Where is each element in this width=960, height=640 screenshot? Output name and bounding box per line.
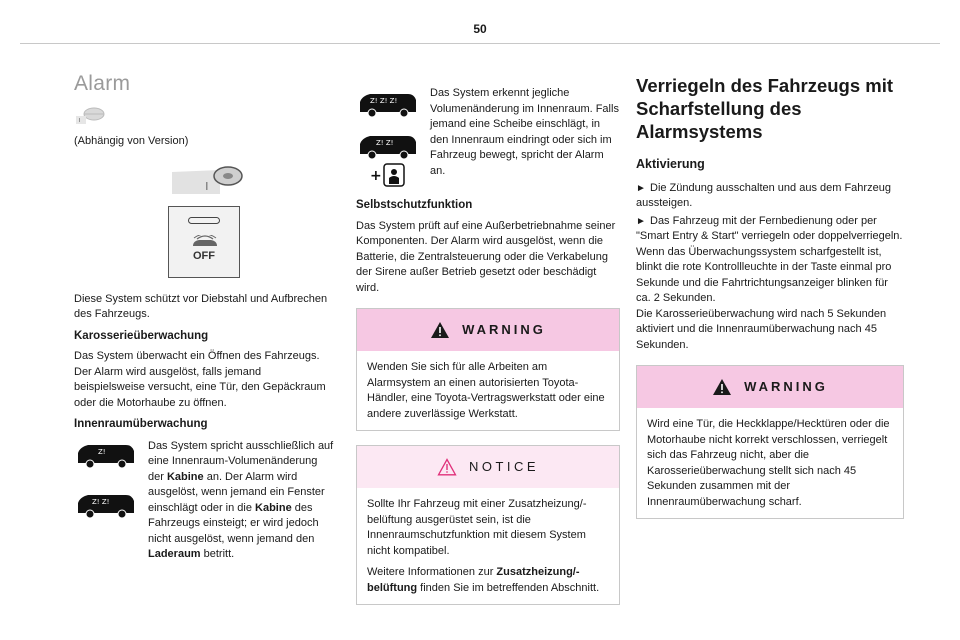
- text-part: an. Der Alarm wird ausgelöst, wenn jemand ein Fenster einschlägt oder in die: [148, 470, 325, 514]
- text-part: betritt.: [200, 548, 235, 560]
- arrow-bullet-icon: ►: [636, 182, 646, 194]
- warning-title: WARNING: [744, 379, 828, 395]
- car-alarm-icon: [189, 235, 221, 249]
- svg-text:Z!: Z!: [98, 447, 106, 456]
- alarm-intro: Diese System schützt vor Diebstahl und Aufbrechen des Fahrzeugs.: [74, 292, 328, 320]
- warning-box-locking: [636, 365, 904, 519]
- column-alarm: [74, 72, 334, 563]
- page-number: 50: [473, 22, 487, 36]
- steering-wheel-icon: [74, 106, 106, 126]
- van-icon: [356, 90, 420, 118]
- heading-interior-monitoring: Innenraumüberwachung: [74, 418, 208, 430]
- text-part: Das System spricht ausschließlich auf eine Innenraum-Volumenänderung der: [148, 439, 334, 483]
- column-interior: [356, 86, 620, 615]
- bold-laderaum: Laderaum: [148, 548, 201, 560]
- off-label: OFF: [193, 249, 215, 262]
- bold-heater: Zusatzheizung/-belüftung: [367, 566, 580, 594]
- text-part: finden Sie im betreffenden Abschnitt.: [417, 581, 600, 594]
- notice-text: Sollte Ihr Fahrzeug mit einer Zusatzheizung/-belüftung ausgerüstet sein, ist die Innenraumschutzfunktion mit diesem System nicht kompatibel.: [367, 498, 587, 557]
- step-1: [636, 181, 904, 212]
- warning-box: [356, 308, 620, 431]
- steering-wheel-illustration-icon: [170, 164, 246, 196]
- body-monitoring-text: Das System überwacht ein Öffnen des Fahrzeugs. Der Alarm wird ausgelöst, falls jemand beispielsweise versucht, eine Tür, den Gepäckraum oder die Motorhaube zu öffnen.: [74, 350, 326, 409]
- text-part: des Fahrzeugs einsteigt; er wird jedoch nicht ausgelöst, wenn jemand den: [148, 501, 319, 545]
- text-part: Weitere Informationen zur: [367, 566, 497, 578]
- warning-triangle-icon: [712, 378, 732, 396]
- heading-body-monitoring: Karosserieüberwachung: [74, 329, 209, 342]
- plus-sensor-icon: [368, 162, 408, 188]
- step-2-text: Das Fahrzeug mit der Fernbedienung oder per "Smart Entry & Start" verriegeln oder doppelverriegeln.: [636, 214, 903, 242]
- step-1-text: Die Zündung ausschalten und aus dem Fahrzeug aussteigen.: [636, 181, 891, 209]
- notice-triangle-icon: [437, 458, 457, 476]
- warning-header: [637, 366, 903, 408]
- detection-block: [356, 86, 620, 188]
- bold-kabine: Kabine: [166, 470, 204, 483]
- warning-header: [357, 309, 619, 351]
- bold-kabine: Kabine: [255, 501, 292, 514]
- warning-title: WARNING: [462, 322, 546, 338]
- alarm-off-button-illustration: [168, 206, 240, 278]
- van-illustrations: [74, 439, 140, 563]
- step-2: [636, 214, 904, 245]
- version-note: (Abhängig von Version): [74, 135, 189, 147]
- indicator-slot: [188, 217, 220, 224]
- step-2-detail: Wenn das Überwachungssystem scharfgestellt ist, blinkt die rote Kontrollleuchte in der Taste einmal pro Sekunde und die Fahrtrichtungsanzeiger blinken für ca. 2 Sekunden.: [636, 245, 892, 304]
- step-2-detail-2: Die Karosserieüberwachung wird nach 5 Sekunden aktiviert und die Innenraumüberwachung nach 45 Sekunden.: [636, 307, 887, 351]
- column-locking: [636, 74, 904, 529]
- svg-text:Z! Z!: Z! Z!: [376, 139, 394, 147]
- van-icon: [74, 441, 138, 469]
- heading-self-protection: Selbstschutzfunktion: [356, 199, 473, 211]
- interior-monitoring-block: [74, 439, 334, 563]
- notice-box: [356, 445, 620, 605]
- detection-text: Das System erkennt jegliche Volumenänderung im Innenraum. Falls jemand eine Scheibe einschlägt, in den Innenraum eindringt oder sich im Fahrzeug bewegt, spricht der Alarm an.: [430, 87, 619, 177]
- section-title-alarm: Alarm: [74, 72, 131, 95]
- warning-body: Wenden Sie sich für alle Arbeiten am Alarmsystem an einen autorisierten Toyota-Händler, eine Toyota-Vertragswerkstatt oder eine andere zuverlässige Werkstatt.: [367, 361, 605, 420]
- warning-triangle-icon: [430, 321, 450, 339]
- notice-body: [357, 488, 619, 604]
- svg-text:Z! Z!: Z! Z!: [92, 497, 110, 506]
- self-protection-text: Das System prüft auf eine Außerbetriebnahme seiner Komponenten. Der Alarm wird ausgelöst, wenn die Batterie, die Zentralsteuerung oder die Verkabelung der Sirene außer Betrieb gesetzt oder beschädigt wird.: [356, 219, 616, 294]
- svg-text:+: +: [370, 168, 382, 184]
- top-rule: [20, 43, 940, 44]
- arrow-bullet-icon: ►: [636, 215, 646, 227]
- van-cargo-icon: [74, 491, 138, 519]
- svg-text:Z! Z! Z!: Z! Z! Z!: [370, 97, 398, 105]
- section-title-locking: Verriegeln des Fahrzeugs mit Scharfstellung des Alarmsystems: [636, 75, 894, 142]
- interior-monitoring-text: [148, 439, 334, 563]
- notice-header: [357, 446, 619, 488]
- van-icon: [356, 132, 420, 160]
- heading-activation: Aktivierung: [636, 157, 705, 171]
- notice-reference: [367, 565, 609, 596]
- detection-illustrations: [356, 86, 422, 188]
- notice-title: NOTICE: [468, 459, 540, 475]
- warning-body: Wird eine Tür, die Heckklappe/Hecktüren oder die Motorhaube nicht korrekt verschlossen, verriegelt sich das Fahrzeug nicht, aber die Karosserieüberwachung stellt sich nach 45 Sekunden zusammen mit der Innenraumüberwachung scharf.: [647, 418, 890, 508]
